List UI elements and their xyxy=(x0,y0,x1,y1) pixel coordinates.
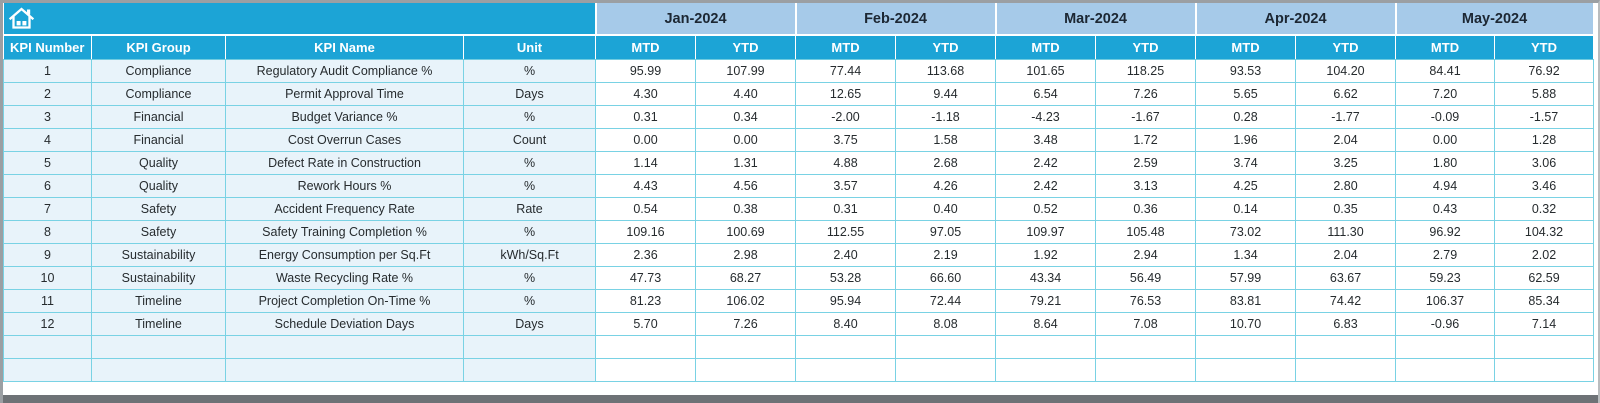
value-cell[interactable]: 10.70 xyxy=(1196,312,1296,335)
value-cell[interactable]: 8.64 xyxy=(996,312,1096,335)
kpi-name-cell[interactable]: Schedule Deviation Days xyxy=(226,312,464,335)
column-header-kpi-group[interactable]: KPI Group xyxy=(92,35,226,59)
subheader-ytd[interactable]: YTD xyxy=(1495,35,1594,59)
value-cell[interactable]: 1.14 xyxy=(596,151,696,174)
unit-cell[interactable]: % xyxy=(464,289,596,312)
table-row xyxy=(4,243,1594,266)
table-row xyxy=(4,197,1594,220)
value-cell[interactable]: 105.48 xyxy=(1096,220,1196,243)
value-cell[interactable]: 112.55 xyxy=(796,220,896,243)
table-row xyxy=(4,335,1594,358)
kpi-table xyxy=(3,3,1595,382)
value-cell[interactable]: 63.67 xyxy=(1296,266,1396,289)
value-cell[interactable]: 47.73 xyxy=(596,266,696,289)
table-row xyxy=(4,59,1594,82)
value-cell[interactable]: 0.36 xyxy=(1096,197,1196,220)
table-row xyxy=(4,312,1594,335)
value-cell[interactable]: 2.42 xyxy=(996,151,1096,174)
kpi-number-cell[interactable]: 4 xyxy=(4,128,92,151)
value-cell[interactable]: 2.04 xyxy=(1296,128,1396,151)
value-cell[interactable]: 4.43 xyxy=(596,174,696,197)
value-cell[interactable]: -1.57 xyxy=(1495,105,1594,128)
column-header-kpi-name[interactable]: KPI Name xyxy=(226,35,464,59)
value-cell[interactable]: 76.53 xyxy=(1096,289,1196,312)
subheader-mtd[interactable]: MTD xyxy=(996,35,1096,59)
value-cell[interactable]: 0.35 xyxy=(1296,197,1396,220)
value-cell[interactable]: 93.53 xyxy=(1196,59,1296,82)
value-cell[interactable] xyxy=(1396,335,1495,358)
value-cell[interactable]: 95.94 xyxy=(796,289,896,312)
kpi-group-cell[interactable]: Sustainability xyxy=(92,266,226,289)
value-cell[interactable]: 66.60 xyxy=(896,266,996,289)
kpi-number-cell[interactable]: 11 xyxy=(4,289,92,312)
kpi-group-cell[interactable]: Safety xyxy=(92,220,226,243)
subheader-ytd[interactable]: YTD xyxy=(1096,35,1196,59)
kpi-group-cell[interactable]: Compliance xyxy=(92,59,226,82)
month-header-cell[interactable]: Apr-2024 xyxy=(1196,3,1396,35)
table-row xyxy=(4,82,1594,105)
value-cell[interactable] xyxy=(1196,358,1296,381)
unit-cell[interactable]: % xyxy=(464,59,596,82)
value-cell[interactable]: 0.40 xyxy=(896,197,996,220)
value-cell[interactable]: 5.70 xyxy=(596,312,696,335)
value-cell[interactable]: 2.19 xyxy=(896,243,996,266)
table-row xyxy=(4,220,1594,243)
kpi-group-cell[interactable]: Financial xyxy=(92,105,226,128)
month-header-cell[interactable]: Jan-2024 xyxy=(596,3,796,35)
value-cell[interactable]: 4.56 xyxy=(696,174,796,197)
value-cell[interactable]: 1.28 xyxy=(1495,128,1594,151)
value-cell[interactable]: 100.69 xyxy=(696,220,796,243)
value-cell[interactable]: 83.81 xyxy=(1196,289,1296,312)
value-cell[interactable] xyxy=(696,335,796,358)
kpi-number-cell[interactable]: 8 xyxy=(4,220,92,243)
kpi-name-cell[interactable]: Rework Hours % xyxy=(226,174,464,197)
kpi-name-cell[interactable]: Project Completion On-Time % xyxy=(226,289,464,312)
unit-cell[interactable] xyxy=(464,358,596,381)
kpi-number-cell[interactable]: 5 xyxy=(4,151,92,174)
value-cell[interactable]: 118.25 xyxy=(1096,59,1196,82)
value-cell[interactable]: 6.62 xyxy=(1296,82,1396,105)
column-header-unit[interactable]: Unit xyxy=(464,35,596,59)
value-cell[interactable]: 7.14 xyxy=(1495,312,1594,335)
kpi-group-cell[interactable] xyxy=(92,358,226,381)
kpi-number-cell[interactable] xyxy=(4,358,92,381)
value-cell[interactable]: 0.00 xyxy=(696,128,796,151)
kpi-number-cell[interactable]: 10 xyxy=(4,266,92,289)
table-row xyxy=(4,358,1594,381)
value-cell[interactable]: -2.00 xyxy=(796,105,896,128)
subheader-ytd[interactable]: YTD xyxy=(696,35,796,59)
window-bottom-border xyxy=(3,395,1598,403)
value-cell[interactable]: 7.26 xyxy=(1096,82,1196,105)
value-cell[interactable] xyxy=(796,335,896,358)
value-cell[interactable]: 1.92 xyxy=(996,243,1096,266)
kpi-name-cell[interactable]: Permit Approval Time xyxy=(226,82,464,105)
table-row xyxy=(4,128,1594,151)
value-cell[interactable]: 106.02 xyxy=(696,289,796,312)
value-cell[interactable]: 2.04 xyxy=(1296,243,1396,266)
value-cell[interactable]: 62.59 xyxy=(1495,266,1594,289)
value-cell[interactable]: 2.02 xyxy=(1495,243,1594,266)
value-cell[interactable]: 111.30 xyxy=(1296,220,1396,243)
kpi-number-cell[interactable]: 1 xyxy=(4,59,92,82)
value-cell[interactable] xyxy=(696,358,796,381)
subheader-mtd[interactable]: MTD xyxy=(596,35,696,59)
kpi-name-cell[interactable]: Waste Recycling Rate % xyxy=(226,266,464,289)
value-cell[interactable]: 7.20 xyxy=(1396,82,1495,105)
unit-cell[interactable]: % xyxy=(464,151,596,174)
value-cell[interactable]: 1.72 xyxy=(1096,128,1196,151)
value-cell[interactable]: 2.94 xyxy=(1096,243,1196,266)
unit-cell[interactable]: % xyxy=(464,174,596,197)
value-cell[interactable]: 3.48 xyxy=(996,128,1096,151)
unit-cell[interactable]: Days xyxy=(464,312,596,335)
value-cell[interactable]: 85.34 xyxy=(1495,289,1594,312)
value-cell[interactable]: 0.34 xyxy=(696,105,796,128)
value-cell[interactable]: 2.42 xyxy=(996,174,1096,197)
value-cell[interactable]: 0.28 xyxy=(1196,105,1296,128)
value-cell[interactable]: 2.79 xyxy=(1396,243,1495,266)
value-cell[interactable]: -0.96 xyxy=(1396,312,1495,335)
subheader-mtd[interactable]: MTD xyxy=(1396,35,1495,59)
kpi-number-cell[interactable]: 12 xyxy=(4,312,92,335)
unit-cell[interactable]: Count xyxy=(464,128,596,151)
value-cell[interactable]: 0.43 xyxy=(1396,197,1495,220)
kpi-group-cell[interactable]: Financial xyxy=(92,128,226,151)
value-cell[interactable]: 7.08 xyxy=(1096,312,1196,335)
value-cell[interactable]: 107.99 xyxy=(696,59,796,82)
value-cell[interactable]: 72.44 xyxy=(896,289,996,312)
value-cell[interactable]: -1.77 xyxy=(1296,105,1396,128)
value-cell[interactable]: 0.00 xyxy=(596,128,696,151)
month-header-cell[interactable]: Mar-2024 xyxy=(996,3,1196,35)
kpi-name-cell[interactable]: Safety Training Completion % xyxy=(226,220,464,243)
value-cell[interactable]: 3.46 xyxy=(1495,174,1594,197)
value-cell[interactable]: 0.31 xyxy=(596,105,696,128)
unit-cell[interactable]: Rate xyxy=(464,197,596,220)
value-cell[interactable]: 5.88 xyxy=(1495,82,1594,105)
value-cell[interactable] xyxy=(1495,335,1594,358)
value-cell[interactable]: -0.09 xyxy=(1396,105,1495,128)
value-cell[interactable]: 56.49 xyxy=(1096,266,1196,289)
kpi-number-cell[interactable]: 7 xyxy=(4,197,92,220)
value-cell[interactable]: 2.98 xyxy=(696,243,796,266)
subheader-mtd[interactable]: MTD xyxy=(796,35,896,59)
kpi-number-cell[interactable]: 2 xyxy=(4,82,92,105)
value-cell[interactable]: 3.57 xyxy=(796,174,896,197)
kpi-name-cell[interactable]: Energy Consumption per Sq.Ft xyxy=(226,243,464,266)
value-cell[interactable]: 1.34 xyxy=(1196,243,1296,266)
kpi-number-cell[interactable]: 9 xyxy=(4,243,92,266)
value-cell[interactable]: 0.00 xyxy=(1396,128,1495,151)
value-cell[interactable] xyxy=(1096,358,1196,381)
value-cell[interactable]: 2.40 xyxy=(796,243,896,266)
kpi-number-cell[interactable] xyxy=(4,335,92,358)
value-cell[interactable]: 113.68 xyxy=(896,59,996,82)
value-cell[interactable] xyxy=(1495,358,1594,381)
subheader-mtd[interactable]: MTD xyxy=(1196,35,1296,59)
kpi-group-cell[interactable]: Compliance xyxy=(92,82,226,105)
table-row xyxy=(4,151,1594,174)
kpi-name-cell[interactable] xyxy=(226,335,464,358)
unit-cell[interactable]: Days xyxy=(464,82,596,105)
value-cell[interactable]: 79.21 xyxy=(996,289,1096,312)
month-header-cell[interactable]: Feb-2024 xyxy=(796,3,996,35)
kpi-group-cell[interactable]: Timeline xyxy=(92,312,226,335)
value-cell[interactable]: 3.13 xyxy=(1096,174,1196,197)
home-icon[interactable] xyxy=(8,6,591,31)
month-header-cell[interactable]: May-2024 xyxy=(1396,3,1594,35)
value-cell[interactable]: 3.75 xyxy=(796,128,896,151)
unit-cell[interactable]: kWh/Sq.Ft xyxy=(464,243,596,266)
value-cell[interactable]: 0.32 xyxy=(1495,197,1594,220)
value-cell[interactable]: 4.94 xyxy=(1396,174,1495,197)
value-cell[interactable]: -1.18 xyxy=(896,105,996,128)
value-cell[interactable]: 0.14 xyxy=(1196,197,1296,220)
value-cell[interactable]: 1.58 xyxy=(896,128,996,151)
value-cell[interactable]: 2.59 xyxy=(1096,151,1196,174)
value-cell[interactable]: 59.23 xyxy=(1396,266,1495,289)
value-cell[interactable]: 109.97 xyxy=(996,220,1096,243)
value-cell[interactable]: 76.92 xyxy=(1495,59,1594,82)
value-cell[interactable]: 6.54 xyxy=(996,82,1096,105)
value-cell[interactable]: 109.16 xyxy=(596,220,696,243)
value-cell[interactable]: -4.23 xyxy=(996,105,1096,128)
value-cell[interactable]: 0.38 xyxy=(696,197,796,220)
value-cell[interactable]: 4.30 xyxy=(596,82,696,105)
subheader-ytd[interactable]: YTD xyxy=(1296,35,1396,59)
value-cell[interactable]: 1.96 xyxy=(1196,128,1296,151)
value-cell[interactable]: 73.02 xyxy=(1196,220,1296,243)
table-row xyxy=(4,174,1594,197)
kpi-name-cell[interactable]: Defect Rate in Construction xyxy=(226,151,464,174)
value-cell[interactable]: 1.80 xyxy=(1396,151,1495,174)
value-cell[interactable]: 2.80 xyxy=(1296,174,1396,197)
value-cell[interactable]: 4.40 xyxy=(696,82,796,105)
value-cell[interactable]: 57.99 xyxy=(1196,266,1296,289)
kpi-name-cell[interactable]: Regulatory Audit Compliance % xyxy=(226,59,464,82)
value-cell[interactable]: 3.74 xyxy=(1196,151,1296,174)
value-cell[interactable]: 53.28 xyxy=(796,266,896,289)
value-cell[interactable]: 96.92 xyxy=(1396,220,1495,243)
kpi-group-cell[interactable]: Quality xyxy=(92,151,226,174)
value-cell[interactable] xyxy=(996,335,1096,358)
value-cell[interactable] xyxy=(796,358,896,381)
value-cell[interactable] xyxy=(596,335,696,358)
value-cell[interactable]: 8.08 xyxy=(896,312,996,335)
value-cell[interactable]: 101.65 xyxy=(996,59,1096,82)
value-cell[interactable]: 0.52 xyxy=(996,197,1096,220)
value-cell[interactable]: 1.31 xyxy=(696,151,796,174)
value-cell[interactable] xyxy=(1296,335,1396,358)
value-cell[interactable] xyxy=(996,358,1096,381)
value-cell[interactable]: 68.27 xyxy=(696,266,796,289)
value-cell[interactable] xyxy=(1096,335,1196,358)
unit-cell[interactable]: % xyxy=(464,266,596,289)
kpi-name-cell[interactable]: Accident Frequency Rate xyxy=(226,197,464,220)
value-cell[interactable]: 104.32 xyxy=(1495,220,1594,243)
value-cell[interactable]: 0.31 xyxy=(796,197,896,220)
kpi-number-cell[interactable]: 3 xyxy=(4,105,92,128)
table-row xyxy=(4,105,1594,128)
table-row xyxy=(4,266,1594,289)
kpi-name-cell[interactable] xyxy=(226,358,464,381)
subheader-ytd[interactable]: YTD xyxy=(896,35,996,59)
unit-cell[interactable] xyxy=(464,335,596,358)
column-header-row xyxy=(4,35,1594,59)
value-cell[interactable] xyxy=(1396,358,1495,381)
value-cell[interactable] xyxy=(1196,335,1296,358)
value-cell[interactable]: 0.54 xyxy=(596,197,696,220)
top-left-panel xyxy=(4,3,596,35)
value-cell[interactable]: 2.36 xyxy=(596,243,696,266)
value-cell[interactable]: 6.83 xyxy=(1296,312,1396,335)
value-cell[interactable]: 3.25 xyxy=(1296,151,1396,174)
value-cell[interactable]: 106.37 xyxy=(1396,289,1495,312)
column-header-kpi-number[interactable]: KPI Number xyxy=(4,35,92,59)
value-cell[interactable]: 77.44 xyxy=(796,59,896,82)
value-cell[interactable]: 12.65 xyxy=(796,82,896,105)
month-header-row xyxy=(4,3,1594,35)
value-cell[interactable]: 104.20 xyxy=(1296,59,1396,82)
value-cell[interactable]: 84.41 xyxy=(1396,59,1495,82)
value-cell[interactable]: 43.34 xyxy=(996,266,1096,289)
value-cell[interactable]: 8.40 xyxy=(796,312,896,335)
value-cell[interactable]: 97.05 xyxy=(896,220,996,243)
value-cell[interactable]: 2.68 xyxy=(896,151,996,174)
kpi-name-cell[interactable]: Budget Variance % xyxy=(226,105,464,128)
kpi-group-cell[interactable]: Quality xyxy=(92,174,226,197)
value-cell[interactable]: 9.44 xyxy=(896,82,996,105)
value-cell[interactable]: 4.88 xyxy=(796,151,896,174)
kpi-number-cell[interactable]: 6 xyxy=(4,174,92,197)
value-cell[interactable] xyxy=(896,335,996,358)
value-cell[interactable]: 4.25 xyxy=(1196,174,1296,197)
kpi-name-cell[interactable]: Cost Overrun Cases xyxy=(226,128,464,151)
table-row xyxy=(4,289,1594,312)
value-cell[interactable]: 74.42 xyxy=(1296,289,1396,312)
value-cell[interactable]: 7.26 xyxy=(696,312,796,335)
unit-cell[interactable]: % xyxy=(464,220,596,243)
value-cell[interactable]: 81.23 xyxy=(596,289,696,312)
value-cell[interactable] xyxy=(1296,358,1396,381)
value-cell[interactable]: -1.67 xyxy=(1096,105,1196,128)
value-cell[interactable]: 4.26 xyxy=(896,174,996,197)
kpi-group-cell[interactable]: Timeline xyxy=(92,289,226,312)
kpi-group-cell[interactable] xyxy=(92,335,226,358)
value-cell[interactable]: 3.06 xyxy=(1495,151,1594,174)
value-cell[interactable] xyxy=(896,358,996,381)
kpi-group-cell[interactable]: Sustainability xyxy=(92,243,226,266)
value-cell[interactable]: 95.99 xyxy=(596,59,696,82)
unit-cell[interactable]: % xyxy=(464,105,596,128)
kpi-group-cell[interactable]: Safety xyxy=(92,197,226,220)
value-cell[interactable] xyxy=(596,358,696,381)
value-cell[interactable]: 5.65 xyxy=(1196,82,1296,105)
